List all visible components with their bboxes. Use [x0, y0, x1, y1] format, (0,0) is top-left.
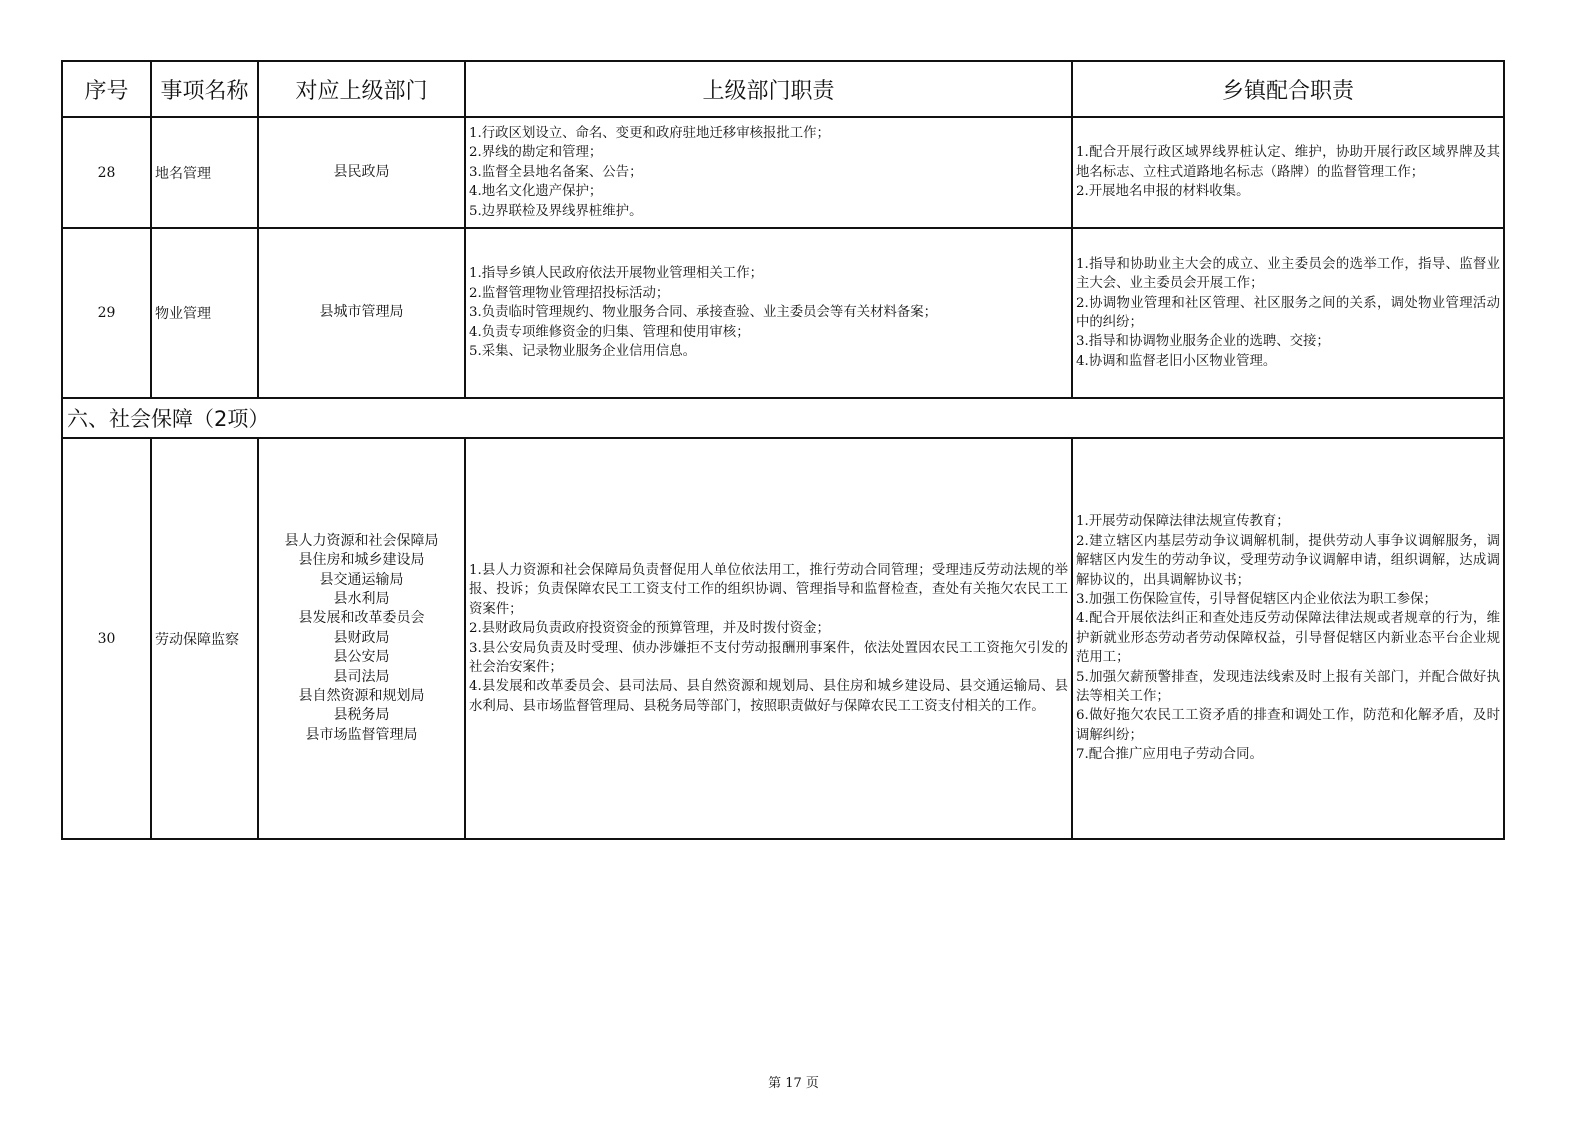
row-town-duties [1072, 228, 1504, 398]
section-row [62, 398, 1504, 438]
duty-line: 5.加强欠薪预警排查，发现违法线索及时上报有关部门，并配合做好执法等相关工作； [1076, 669, 1500, 705]
duty-line: 1.开展劳动保障法律法规宣传教育； [1076, 514, 1290, 530]
duty-line: 5.边界联检及界线界桩维护。 [469, 203, 643, 219]
row-departments [258, 228, 465, 398]
department-line: 县住房和城乡建设局 [298, 552, 425, 569]
header-row [62, 61, 1504, 117]
duty-line: 1.县人力资源和社会保障局负责督促用人单位依法用工，推行劳动合同管理；受理违反劳动法规的举报、投诉；负责保障农民工工资支付工作的组织协调、管理指导和监督检查，查处有关拖欠农民工工资案件； [469, 562, 1068, 617]
duty-line: 2.界线的勘定和管理； [469, 145, 603, 161]
page-number: 第 17 页 [768, 1076, 819, 1091]
duty-line: 4.地名文化遗产保护； [469, 184, 603, 200]
department-line: 县公安局 [333, 649, 390, 666]
row-item-name: 物业管理 [151, 228, 258, 398]
department-line: 县财政局 [333, 629, 390, 646]
row-departments [258, 438, 465, 839]
row-item-name: 地名管理 [151, 117, 258, 228]
department-line: 县司法局 [333, 668, 390, 685]
duty-line: 4.县发展和改革委员会、县司法局、县自然资源和规划局、县住房和城乡建设局、县交通运输局、县水利局、县市场监督管理局、县税务局等部门，按照职责做好与保障农民工工资支付相关的工作。 [469, 679, 1068, 714]
header-item-name: 事项名称 [151, 61, 258, 117]
duty-line: 3.加强工伤保险宣传，引导督促辖区内企业依法为职工参保； [1076, 591, 1437, 607]
section-title: 六、社会保障（2项） [62, 398, 1504, 438]
duty-line: 6.做好拖欠农民工工资矛盾的排查和调处工作，防范和化解矛盾，及时调解纠纷； [1076, 708, 1500, 743]
header-upper-duties: 上级部门职责 [465, 61, 1072, 117]
department-line: 县民政局 [333, 163, 390, 180]
duty-line: 5.采集、记录物业服务企业信用信息。 [469, 344, 697, 360]
duty-line: 1.指导乡镇人民政府依法开展物业管理相关工作； [469, 266, 763, 282]
table-row [62, 228, 1504, 398]
duty-line: 7.配合推广应用电子劳动合同。 [1076, 747, 1263, 763]
header-upper-dept: 对应上级部门 [258, 61, 465, 117]
row-upper-duties [465, 438, 1072, 839]
row-number: 30 [62, 438, 151, 839]
duty-line: 1.行政区划设立、命名、变更和政府驻地迁移审核报批工作； [469, 125, 830, 141]
row-upper-duties [465, 228, 1072, 398]
duty-line: 1.指导和协助业主大会的成立、业主委员会的选举工作，指导、监督业主大会、业主委员会开展工作； [1076, 256, 1500, 292]
row-upper-duties [465, 117, 1072, 228]
duty-line: 3.指导和协调物业服务企业的选聘、交接； [1076, 334, 1330, 350]
department-line: 县市场监督管理局 [305, 726, 418, 743]
row-item-name: 劳动保障监察 [151, 438, 258, 839]
duty-line: 2.县财政局负责政府投资资金的预算管理，并及时拨付资金； [469, 621, 830, 637]
department-line: 县发展和改革委员会 [298, 610, 425, 627]
duty-line: 2.开展地名申报的材料收集。 [1076, 184, 1250, 200]
department-line: 县城市管理局 [319, 304, 404, 321]
row-town-duties [1072, 117, 1504, 228]
row-departments [258, 117, 465, 228]
row-number: 29 [62, 228, 151, 398]
duty-line: 1.配合开展行政区域界线界桩认定、维护，协助开展行政区域界牌及其地名标志、立柱式道路地名标志（路牌）的监督管理工作； [1076, 145, 1500, 180]
responsibility-table [61, 60, 1505, 840]
duty-line: 3.县公安局负责及时受理、侦办涉嫌拒不支付劳动报酬刑事案件，依法处置因农民工工资拖欠引发的社会治安案件； [469, 640, 1068, 675]
duty-line: 3.负责临时管理规约、物业服务合同、承接查验、业主委员会等有关材料备案； [469, 305, 938, 321]
department-line: 县交通运输局 [319, 571, 404, 588]
header-serial: 序号 [62, 61, 151, 117]
row-town-duties [1072, 438, 1504, 839]
duty-line: 2.监督管理物业管理招投标活动； [469, 285, 670, 301]
duty-line: 3.监督全县地名备案、公告； [469, 164, 643, 180]
duty-line: 4.配合开展依法纠正和查处违反劳动保障法律法规或者规章的行为，维护新就业形态劳动者劳动保障权益，引导督促辖区内新业态平台企业规范用工； [1076, 611, 1500, 666]
duty-line: 2.建立辖区内基层劳动争议调解机制，提供劳动人事争议调解服务，调解辖区内发生的劳动争议，受理劳动争议调解申请，组织调解，达成调解协议的，出具调解协议书； [1076, 533, 1500, 588]
header-town-duties: 乡镇配合职责 [1072, 61, 1504, 117]
table-row [62, 438, 1504, 839]
duty-line: 4.协调和监督老旧小区物业管理。 [1076, 353, 1277, 369]
department-line: 县自然资源和规划局 [298, 688, 425, 705]
department-line: 县人力资源和社会保障局 [284, 532, 439, 549]
duty-line: 2.协调物业管理和社区管理、社区服务之间的关系，调处物业管理活动中的纠纷； [1076, 295, 1500, 330]
department-line: 县水利局 [333, 590, 390, 607]
department-line: 县税务局 [333, 707, 390, 724]
duty-line: 4.负责专项维修资金的归集、管理和使用审核； [469, 324, 750, 340]
table-row [62, 117, 1504, 228]
row-number: 28 [62, 117, 151, 228]
